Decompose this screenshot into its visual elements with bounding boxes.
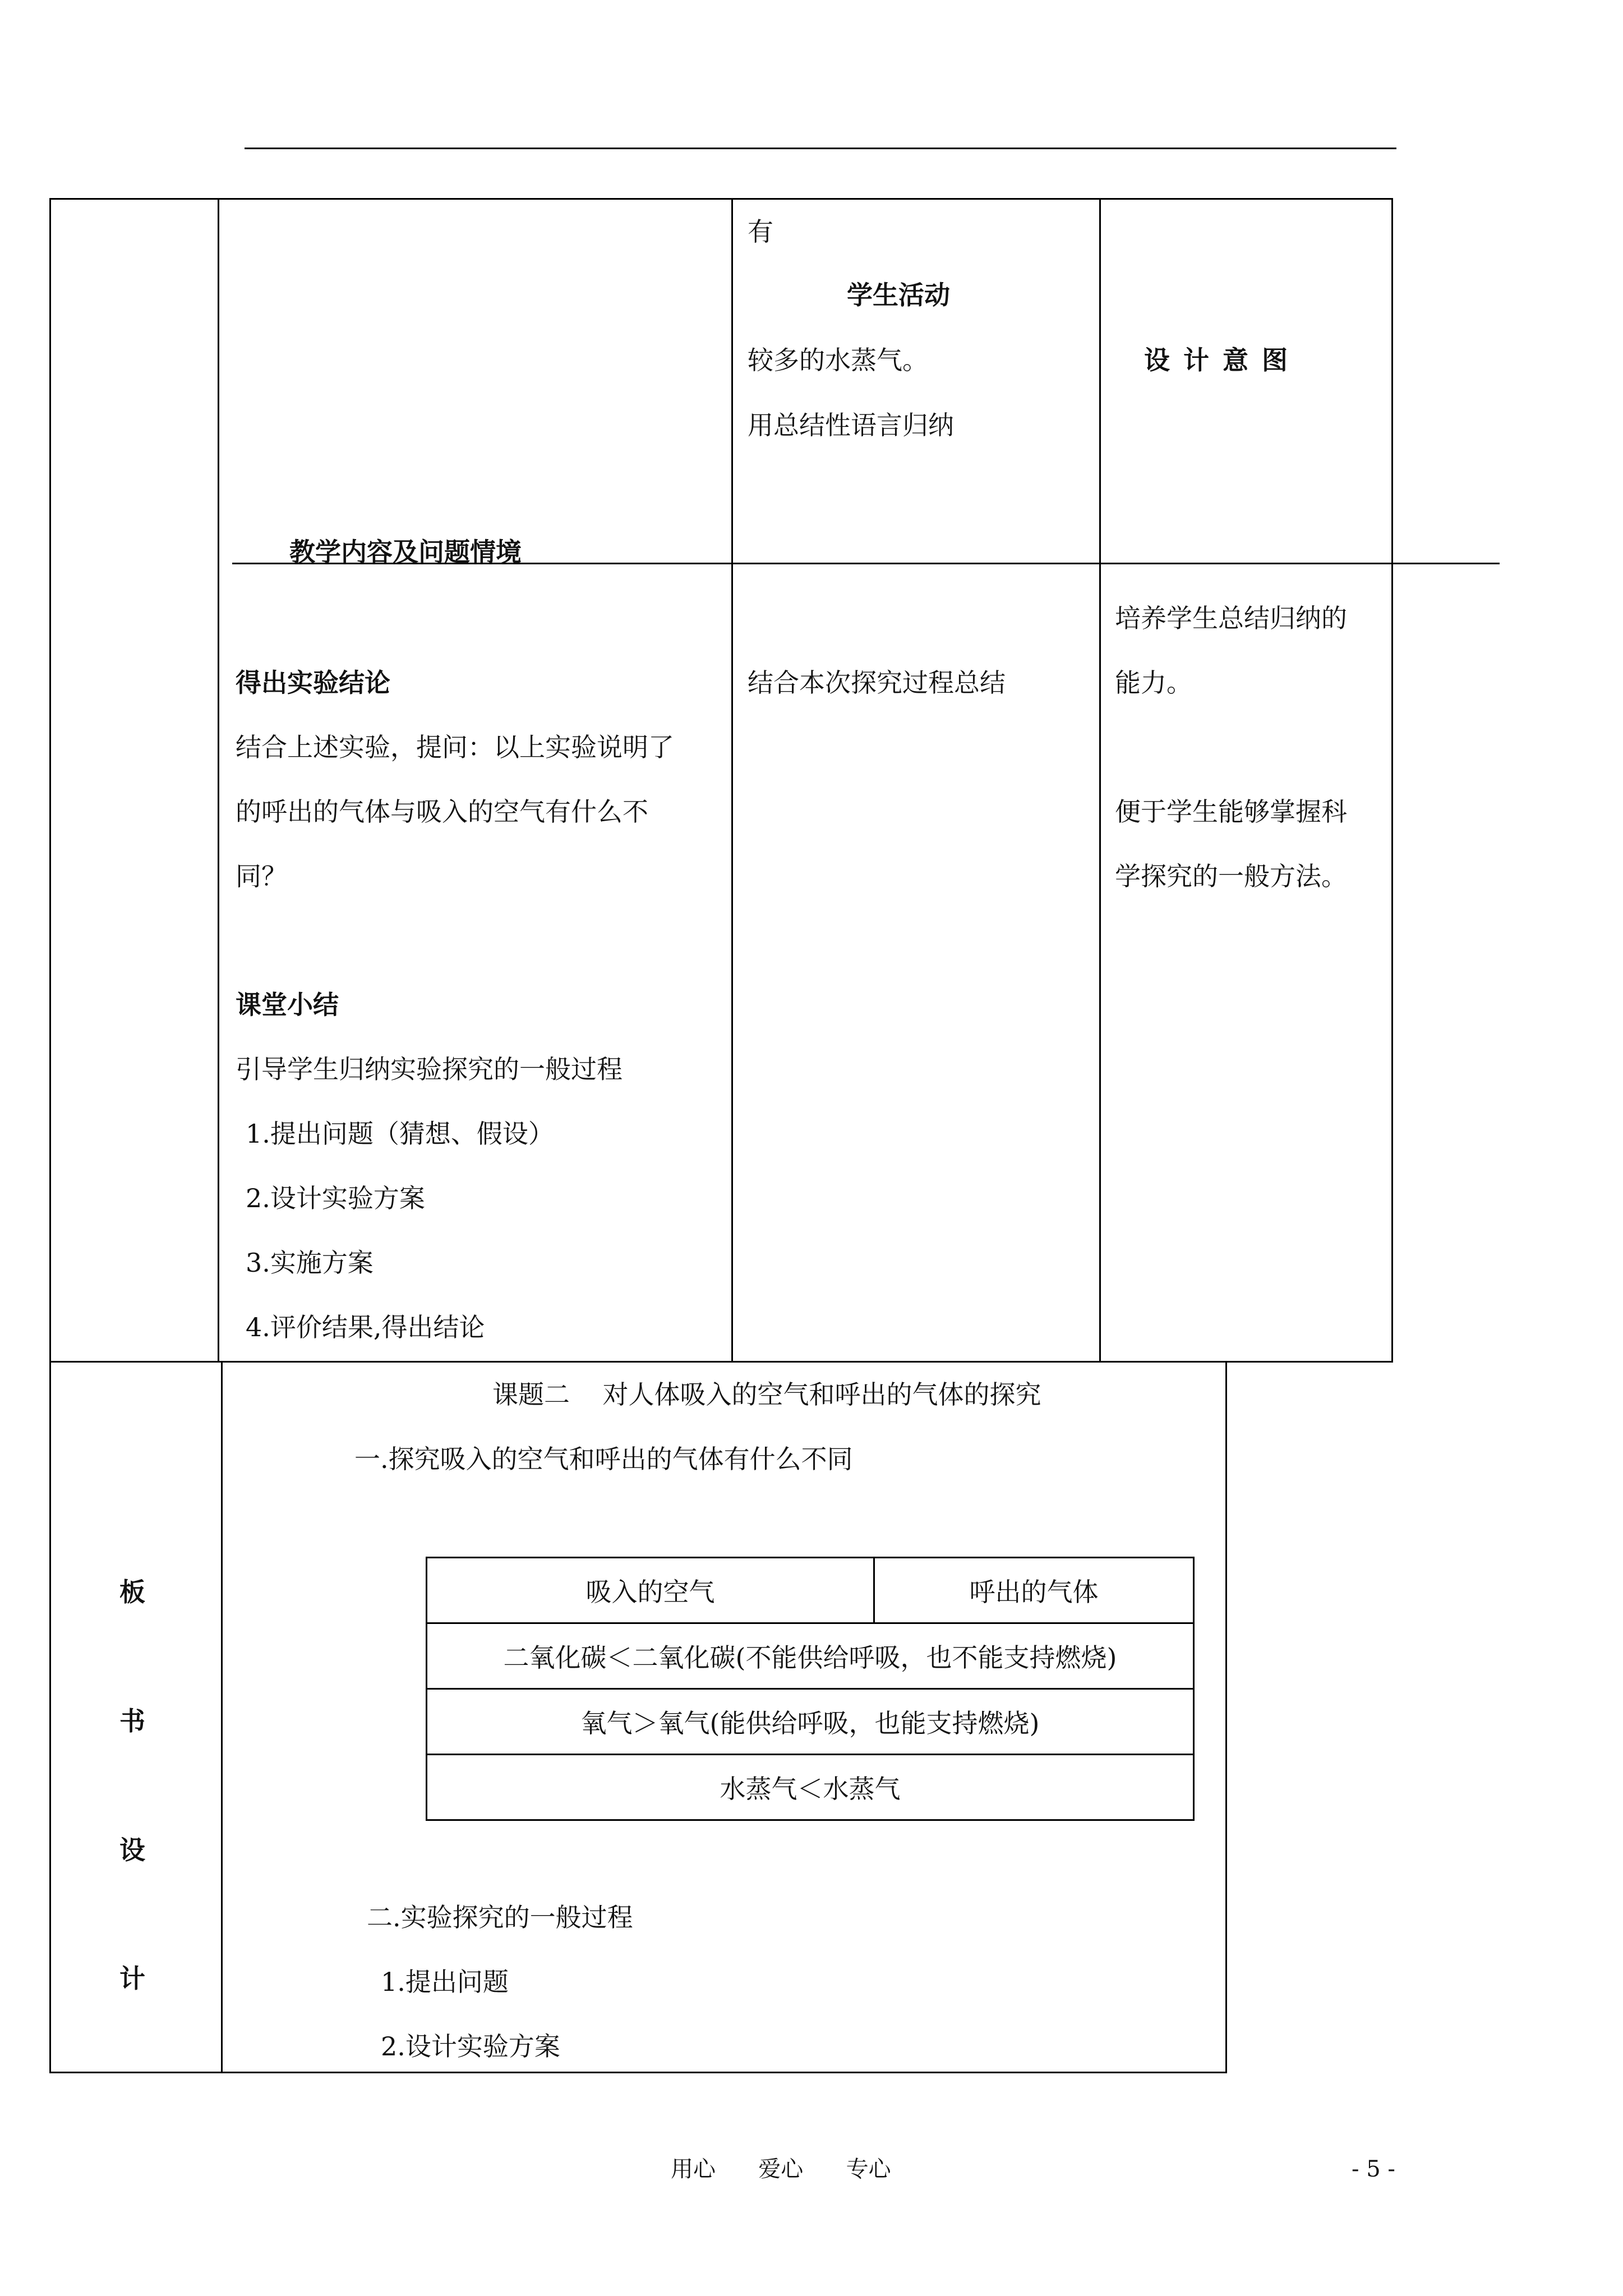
page-number: - 5 -: [1352, 2156, 1395, 2182]
section2-line: 引导学生归纳实验探究的一般过程: [236, 1054, 623, 1084]
col3-body: 结合本次探究过程总结: [748, 668, 1006, 698]
section2-line: 4.评价结果,得出结论: [246, 1312, 485, 1342]
section1-title: 得出实验结论: [236, 668, 390, 698]
board-part2-line: 2.设计实验方案: [381, 2031, 560, 2062]
section2-line: 2.设计实验方案: [246, 1183, 425, 1213]
col3-line1: 较多的水蒸气。: [748, 345, 928, 375]
top-table-col-divider-1: [218, 198, 219, 1363]
top-table-col-divider-3: [1099, 198, 1101, 1363]
section1-line: 结合上述实验，提问：以上实验说明了: [236, 732, 674, 762]
section1-line: 的呼出的气体与吸入的空气有什么不: [236, 797, 648, 827]
top-table-border-bottom: [49, 1361, 1393, 1363]
board-label-char: 计: [119, 1963, 145, 1994]
board-title: 课题二 对人体吸入的空气和呼出的气体的探究: [492, 1379, 1041, 1410]
footer-motto: 用心 爱心 专心: [671, 2156, 891, 2182]
col4-line: 便于学生能够掌握科: [1115, 797, 1347, 827]
section2-title: 课堂小结: [236, 990, 339, 1020]
board-border-bottom: [49, 2072, 1227, 2073]
section2-line: 1.提出问题（猜想、假设）: [246, 1119, 554, 1149]
top-table-border-right: [1391, 198, 1393, 1363]
top-table-col-divider-2: [731, 198, 733, 1363]
board-part2-line: 1.提出问题: [381, 1967, 509, 1997]
comparison-row: 二氧化碳＜二氧化碳(不能供给呼吸，也不能支持燃烧): [426, 1622, 1195, 1690]
header-rule: [245, 148, 1396, 149]
col4-line: 学探究的一般方法。: [1115, 861, 1347, 891]
comparison-header-exhaled: 呼出的气体: [873, 1557, 1195, 1624]
top-table-border-left: [49, 198, 51, 1363]
board-border-left: [49, 1361, 51, 2073]
board-part2: 二.实验探究的一般过程: [367, 1902, 633, 1932]
col4-line: 培养学生总结归纳的: [1115, 603, 1347, 633]
col4-header: 设 计 意 图: [1144, 345, 1290, 375]
comparison-row: 水蒸气＜水蒸气: [426, 1754, 1195, 1821]
section2-line: 3.实施方案: [246, 1248, 374, 1278]
board-border-right: [1225, 1361, 1227, 2073]
board-part1: 一.探究吸入的空气和呼出的气体有什么不同: [354, 1444, 853, 1474]
section1-line: 同？: [236, 861, 287, 891]
col2-header: 教学内容及问题情境: [289, 537, 522, 567]
comparison-row: 氧气＞氧气(能供给呼吸，也能支持燃烧): [426, 1688, 1195, 1755]
board-label-char: 设: [119, 1835, 145, 1865]
col4-line: 能力。: [1115, 668, 1192, 698]
board-label-char: 书: [119, 1706, 145, 1736]
col3-top-fragment: 有: [748, 217, 773, 247]
col3-line2: 用总结性语言归纳: [748, 410, 954, 440]
top-table-border-top: [49, 198, 1393, 200]
board-col-divider: [221, 1361, 223, 2073]
comparison-header-inhaled: 吸入的空气: [426, 1557, 875, 1624]
board-label-char: 板: [119, 1577, 145, 1607]
col3-header: 学生活动: [847, 280, 950, 310]
